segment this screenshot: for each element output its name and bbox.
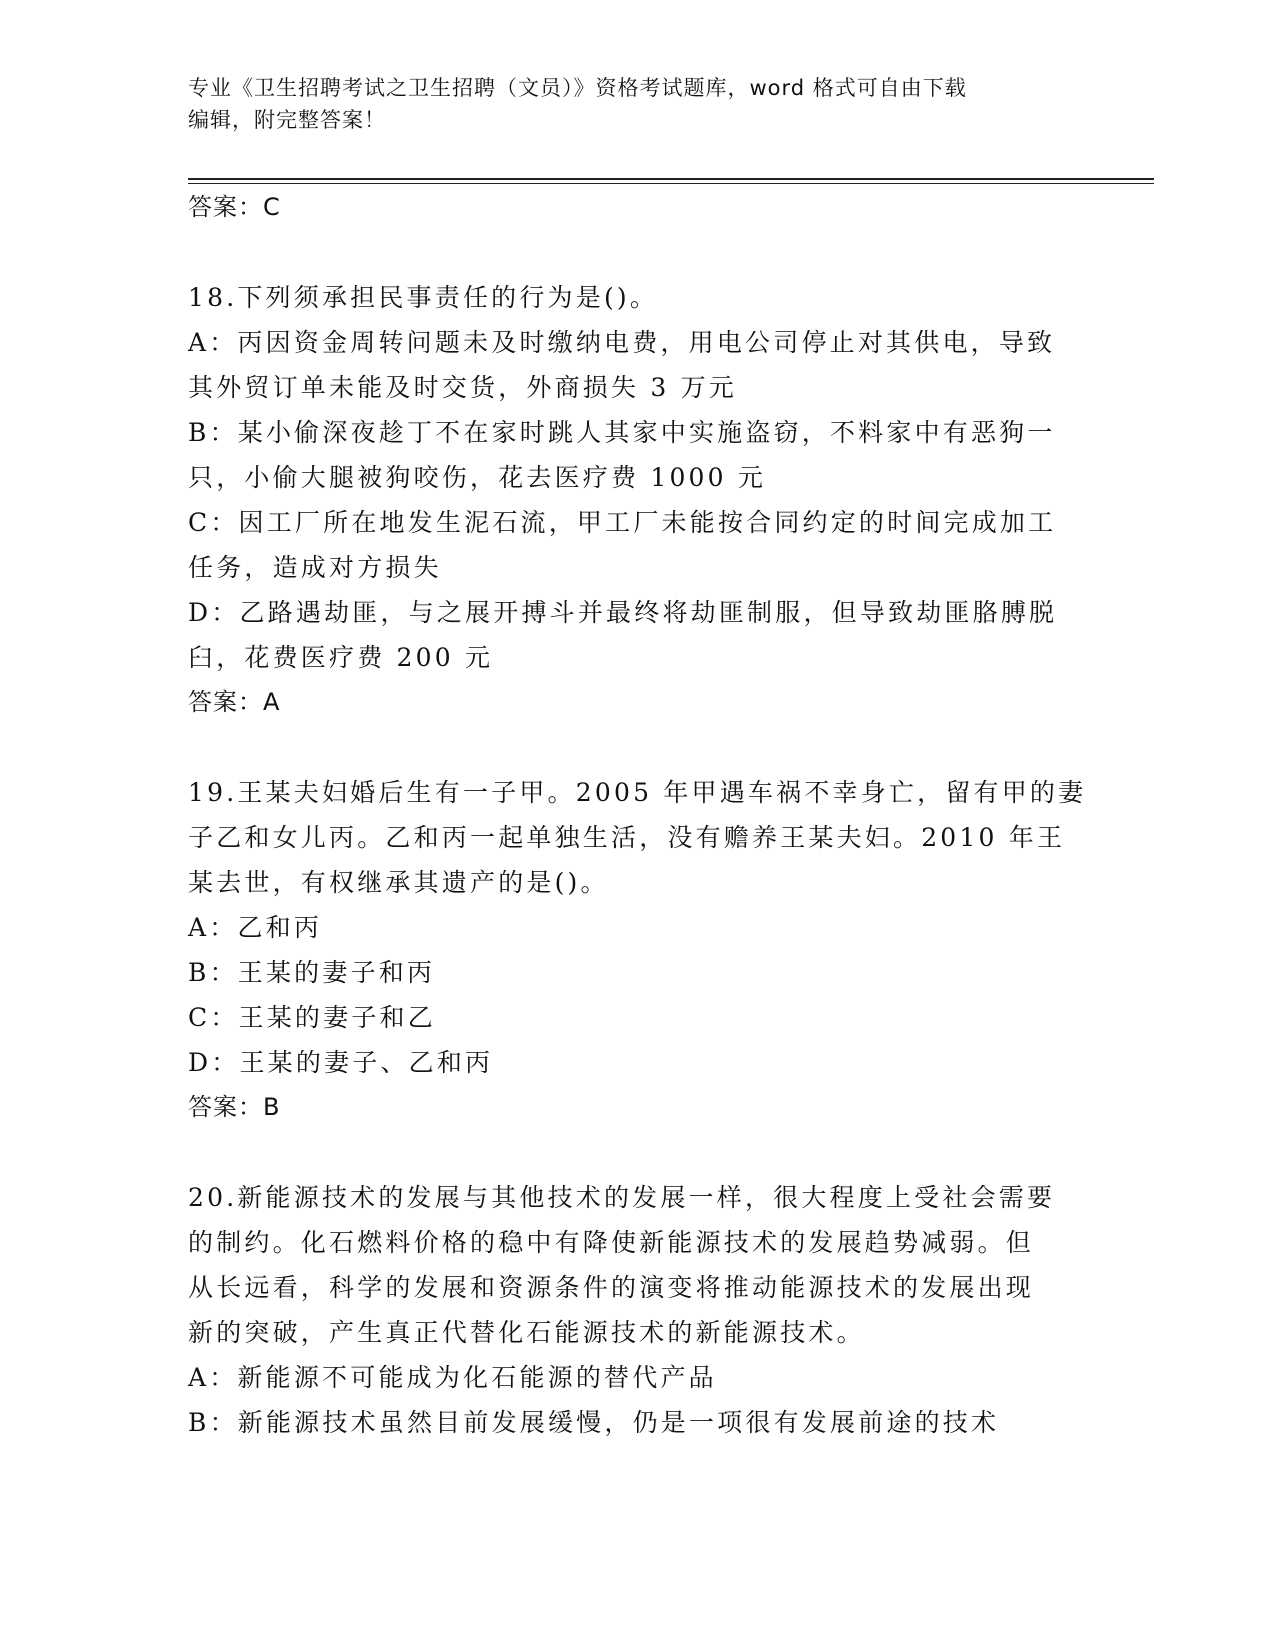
question-20-option-a: A：新能源不可能成为化石能源的替代产品 xyxy=(188,1363,717,1392)
question-19-stem-cont-2: 某去世，有权继承其遗产的是()。 xyxy=(188,868,609,897)
question-19-option-d: D：王某的妻子、乙和丙 xyxy=(188,1048,494,1077)
question-20-option-b: B：新能源技术虽然目前发展缓慢，仍是一项很有发展前途的技术 xyxy=(188,1408,1000,1437)
question-18-option-d-cont: 臼，花费医疗费 200 元 xyxy=(188,643,494,672)
question-20-stem-cont-3: 新的突破，产生真正代替化石能源技术的新能源技术。 xyxy=(188,1318,865,1347)
question-19-stem-cont-1: 子乙和女儿丙。乙和丙一起单独生活，没有赡养王某夫妇。2010 年王 xyxy=(188,823,1066,852)
question-20-stem-cont-1: 的制约。化石燃料价格的稳中有降使新能源技术的发展趋势减弱。但 xyxy=(188,1228,1035,1257)
question-18-option-c-cont: 任务，造成对方损失 xyxy=(188,553,442,582)
question-19-answer: 答案：B xyxy=(188,1093,281,1121)
header-line-2: 编辑，附完整答案！ xyxy=(188,108,386,132)
header-line-1: 专业《卫生招聘考试之卫生招聘（文员）》资格考试题库，word 格式可自由下载 xyxy=(188,76,967,100)
question-18-option-b: B：某小偷深夜趁丁不在家时跳人其家中实施盗窃，不料家中有恶狗一 xyxy=(188,418,1056,447)
question-19-stem: 19.王某夫妇婚后生有一子甲。2005 年甲遇车祸不幸身亡，留有甲的妻 xyxy=(188,778,1087,807)
header-rule-thick xyxy=(188,178,1154,180)
question-19-option-c: C：王某的妻子和乙 xyxy=(188,1003,436,1032)
document-header xyxy=(188,72,1068,136)
header-rule-thin xyxy=(188,183,1154,184)
previous-answer: 答案：C xyxy=(188,193,281,221)
question-18-answer: 答案：A xyxy=(188,688,281,716)
question-20-stem: 20.新能源技术的发展与其他技术的发展一样，很大程度上受社会需要 xyxy=(188,1183,1056,1212)
question-18-option-c: C：因工厂所在地发生泥石流，甲工厂未能按合同约定的时间完成加工 xyxy=(188,508,1057,537)
question-20 xyxy=(188,1175,1088,1445)
question-18-option-a: A：丙因资金周转问题未及时缴纳电费，用电公司停止对其供电，导致 xyxy=(188,328,1056,357)
question-18-option-b-cont: 只，小偷大腿被狗咬伤，花去医疗费 1000 元 xyxy=(188,463,767,492)
question-18-option-a-cont: 其外贸订单未能及时交货，外商损失 3 万元 xyxy=(188,373,738,402)
question-20-stem-cont-2: 从长远看，科学的发展和资源条件的演变将推动能源技术的发展出现 xyxy=(188,1273,1035,1302)
question-18-stem: 18.下列须承担民事责任的行为是()。 xyxy=(188,283,659,312)
question-19 xyxy=(188,770,1088,1130)
question-18 xyxy=(188,275,1088,725)
question-19-option-b: B：王某的妻子和丙 xyxy=(188,958,436,987)
document-body xyxy=(188,185,1088,1445)
question-18-option-d: D：乙路遇劫匪，与之展开搏斗并最终将劫匪制服，但导致劫匪胳膊脱 xyxy=(188,598,1058,627)
question-19-option-a: A：乙和丙 xyxy=(188,913,323,942)
